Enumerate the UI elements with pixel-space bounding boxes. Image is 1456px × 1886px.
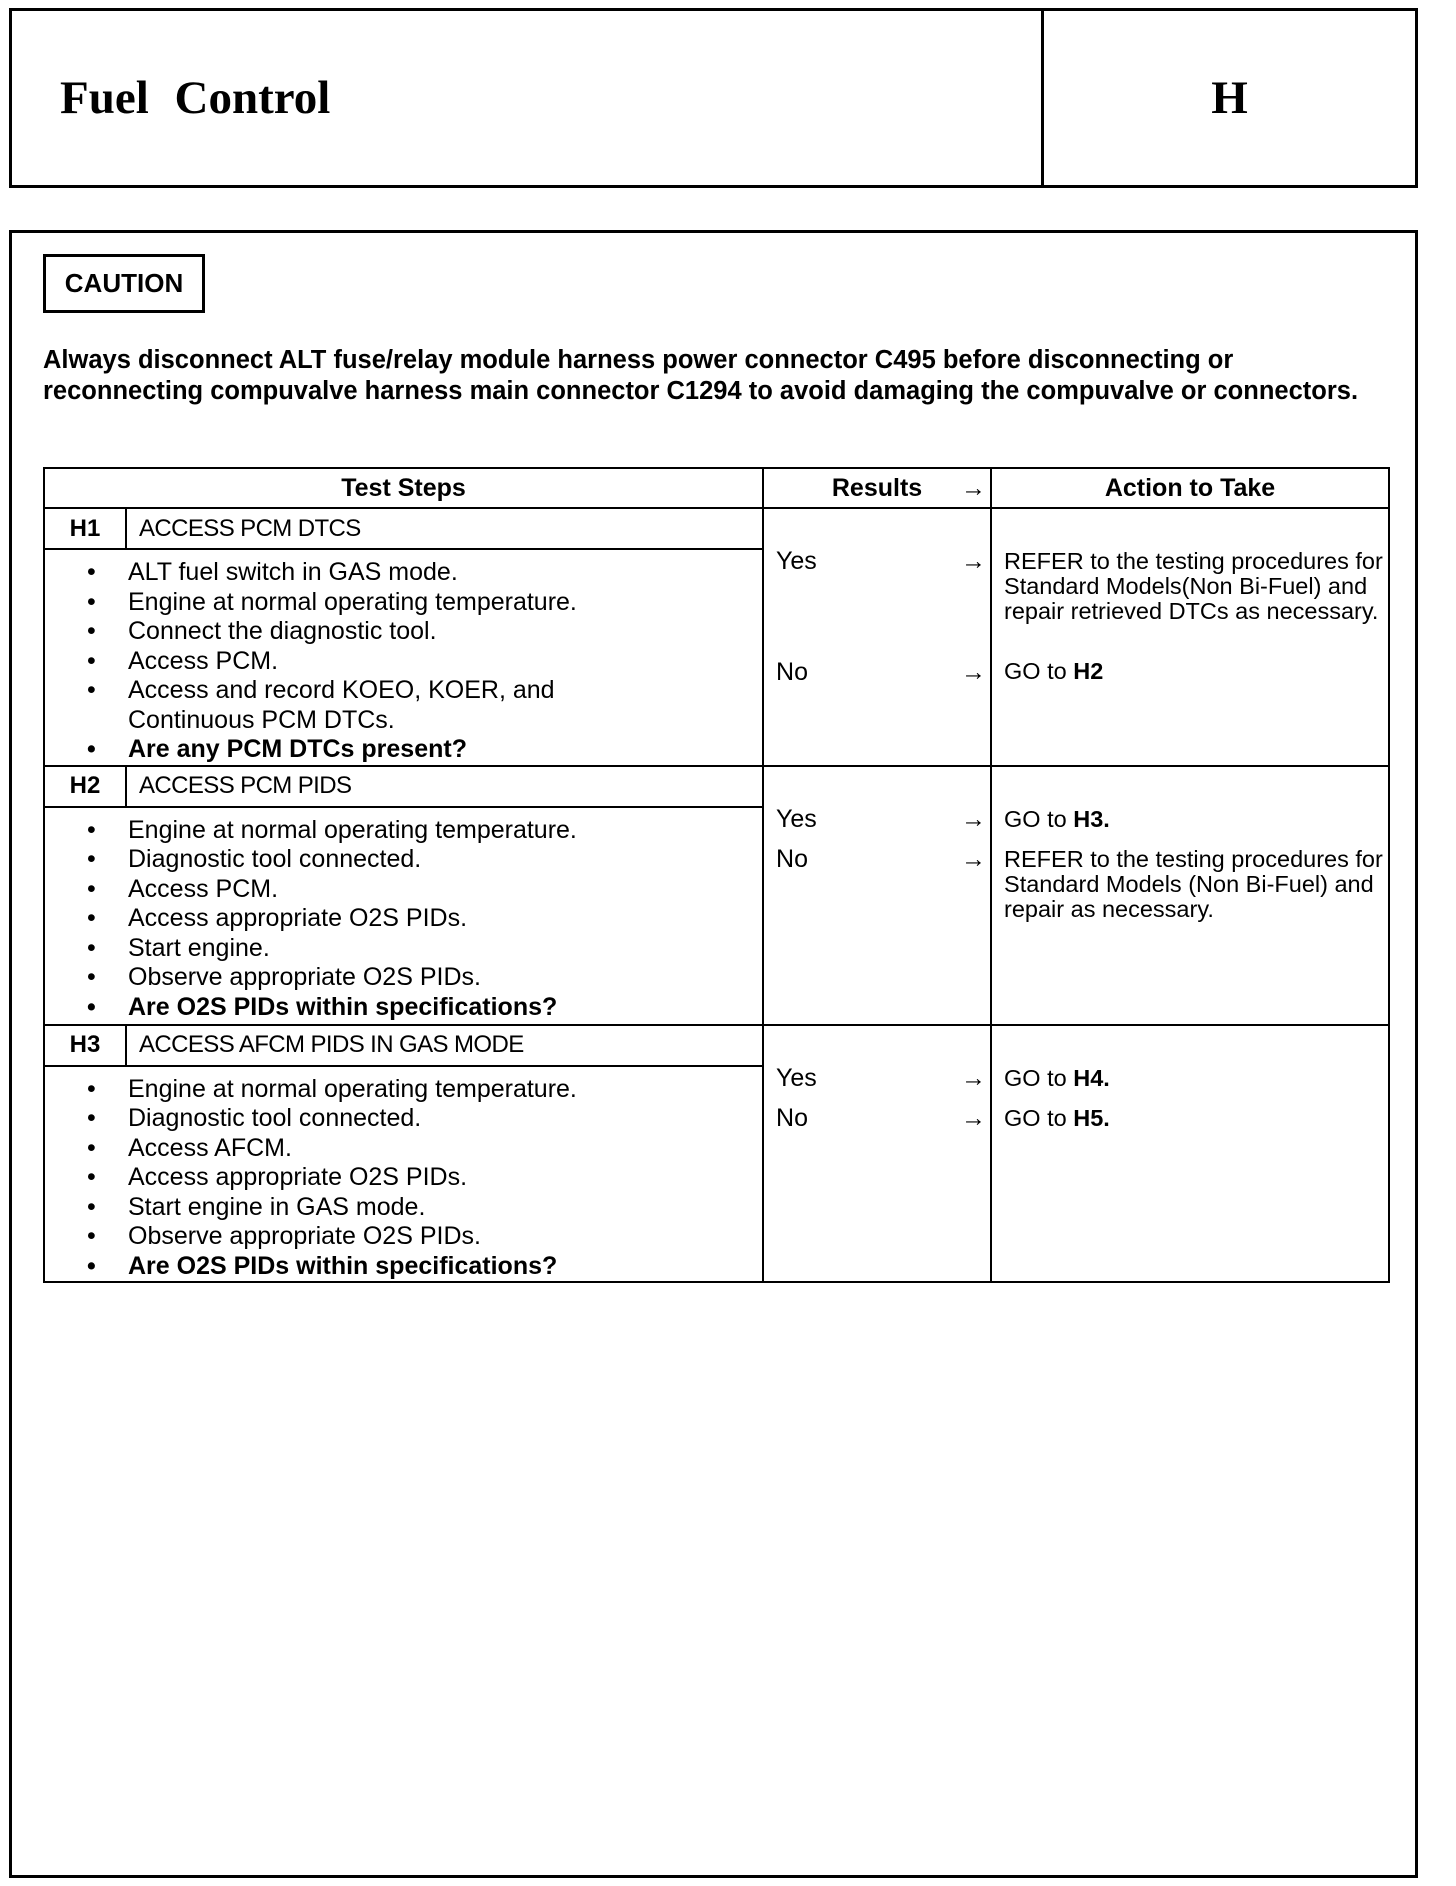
- procedure-item: • Access appropriate O2S PIDs.: [87, 904, 762, 934]
- result-yes-h1: Yes: [776, 547, 817, 575]
- step-title-h3: ACCESS AFCM PIDS IN GAS MODE: [126, 1025, 763, 1066]
- arrow-icon: →: [961, 844, 987, 873]
- actions-h1: [991, 508, 1389, 766]
- actions-h3: [991, 1025, 1389, 1283]
- procedure-list-h2: [45, 808, 762, 1023]
- result-yes-h3: Yes: [776, 1063, 817, 1092]
- step-id-h2: H2: [44, 766, 126, 807]
- page-header: [9, 8, 1418, 188]
- procedure-item: • Engine at normal operating temperature.: [87, 816, 762, 846]
- action-text: GO to: [1004, 1104, 1067, 1131]
- step-title-row-h3: [44, 1025, 1389, 1066]
- procedure-item: • Connect the diagnostic tool.: [87, 617, 762, 647]
- action-ref: H5.: [1073, 1104, 1110, 1131]
- procedure-question: • Are any PCM DTCs present?: [87, 735, 762, 765]
- procedure-item: • Access PCM.: [87, 875, 762, 905]
- test-steps-table: [43, 467, 1390, 1283]
- procedure-item: • Engine at normal operating temperature.: [87, 588, 762, 618]
- arrow-icon: →: [961, 1103, 987, 1132]
- step-id-h1: H1: [44, 508, 126, 549]
- action-no-h3: [1004, 1106, 1385, 1131]
- header-results-label: Results: [831, 473, 923, 502]
- procedure-question: • Are O2S PIDs within specifications?: [87, 993, 762, 1023]
- table-header-row: [44, 468, 1389, 508]
- procedure-item: • Engine at normal operating temperature.: [87, 1075, 762, 1105]
- action-yes-h2: [1004, 807, 1385, 832]
- step-title-row-h2: [44, 766, 1389, 807]
- arrow-icon: →: [961, 804, 987, 833]
- action-yes-h1: [1004, 549, 1385, 624]
- header-results: [763, 468, 991, 508]
- header-test-steps: Test Steps: [44, 468, 763, 508]
- procedure-item: • Start engine in GAS mode.: [87, 1193, 762, 1223]
- results-h1: [763, 508, 991, 766]
- caution-label: CAUTION: [43, 254, 205, 313]
- caution-text: Always disconnect ALT fuse/relay module harness power connector C495 before disconnecting or reconnecting compuvalve harness main connector C1294 to avoid damaging the compuvalve or connectors.: [43, 346, 1359, 405]
- procedure-item: • Access and record KOEO, KOER, and Continuous PCM DTCs.: [87, 676, 598, 735]
- result-no-h3: No: [776, 1103, 808, 1132]
- action-text: GO to: [1004, 1064, 1067, 1091]
- arrow-icon: →: [961, 1063, 987, 1092]
- result-yes-h2: Yes: [776, 804, 817, 833]
- action-yes-h3: [1004, 1066, 1385, 1091]
- action-text: GO to: [1004, 658, 1067, 684]
- page-title: Fuel Control: [12, 11, 1044, 185]
- action-ref: H4.: [1073, 1064, 1110, 1091]
- action-no-h1: [1004, 659, 1385, 684]
- header-arrow: →: [961, 474, 987, 502]
- procedure-item: • Diagnostic tool connected.: [87, 1104, 762, 1134]
- actions-h2: [991, 766, 1389, 1025]
- procedure-question: • Are O2S PIDs within specifications?: [87, 1252, 762, 1282]
- procedure-item: • ALT fuel switch in GAS mode.: [87, 558, 762, 588]
- section-letter: H: [1211, 72, 1248, 124]
- action-ref: H3.: [1073, 805, 1110, 832]
- action-text: GO to: [1004, 805, 1067, 832]
- action-no-h2: [1004, 847, 1385, 922]
- procedure-item: • Access appropriate O2S PIDs.: [87, 1163, 762, 1193]
- results-h3: [763, 1025, 991, 1283]
- step-title-h2: ACCESS PCM PIDS: [126, 766, 763, 807]
- procedure-item: • Diagnostic tool connected.: [87, 845, 762, 875]
- header-action: Action to Take: [991, 468, 1389, 508]
- arrow-icon: →: [961, 658, 987, 686]
- arrow-icon: →: [961, 547, 987, 575]
- procedure-item: • Start engine.: [87, 934, 762, 964]
- action-ref: H2: [1073, 658, 1104, 684]
- step-body-h3: [44, 1066, 763, 1283]
- procedure-item: • Access PCM.: [87, 647, 762, 677]
- result-no-h1: No: [776, 658, 808, 686]
- procedure-list-h1: [45, 550, 762, 765]
- step-body-h1: [44, 549, 763, 766]
- step-title-row-h1: [44, 508, 1389, 549]
- procedure-item: • Observe appropriate O2S PIDs.: [87, 1222, 762, 1252]
- results-h2: [763, 766, 991, 1025]
- procedure-item: • Access AFCM.: [87, 1134, 762, 1164]
- action-text: REFER to the testing procedures for Standard Models(Non Bi-Fuel) and repair retrieved DTCs as necessary.: [1004, 548, 1383, 624]
- procedure-list-h3: [45, 1067, 762, 1282]
- step-id-h3: H3: [44, 1025, 126, 1066]
- procedure-item: • Observe appropriate O2S PIDs.: [87, 963, 762, 993]
- step-body-h2: [44, 807, 763, 1025]
- step-title-h1: ACCESS PCM DTCS: [126, 508, 763, 549]
- action-text: REFER to the testing procedures for Standard Models (Non Bi-Fuel) and repair as necessary.: [1004, 845, 1383, 922]
- result-no-h2: No: [776, 844, 808, 873]
